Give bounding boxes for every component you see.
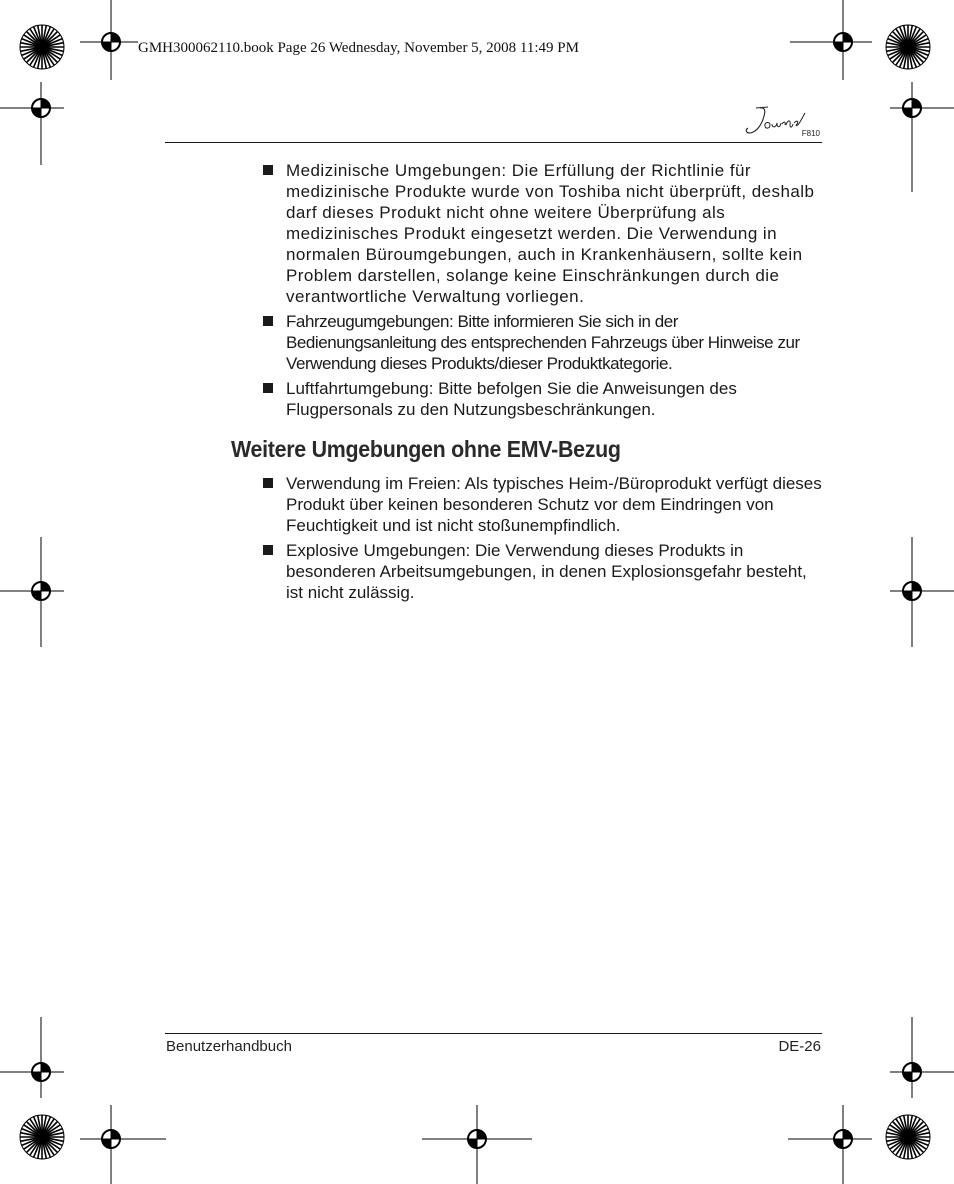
section-heading: Weitere Umgebungen ohne EMV-Bezug bbox=[231, 436, 621, 462]
list-item: Medizinische Umgebungen: Die Erfüllung der Richtlinie für medizinische Produkte wurde von Toshiba nicht überprüft, deshalb darf dieses Produkt nicht ohne weitere Überprüfung als medizinisches Produkt eingesetzt werden. Die Verwendung in normalen Büroumgebungen, auch in Krankenhäusern, sollte kein Problem darstellen, solange keine Einschränkungen durch die verantwortliche Verwaltung vorliegen. bbox=[263, 160, 823, 307]
bullet-square-icon bbox=[263, 478, 273, 488]
bullet-square-icon bbox=[263, 165, 273, 175]
model-label: F810 bbox=[801, 129, 820, 138]
environment-bullet-list bbox=[263, 160, 823, 424]
bullet-square-icon bbox=[263, 316, 273, 326]
other-environment-bullet-list bbox=[263, 473, 823, 607]
footer-rule bbox=[165, 1033, 822, 1034]
bullet-square-icon bbox=[263, 383, 273, 393]
list-item: Explosive Umgebungen: Die Verwendung dieses Produkts in besonderen Arbeitsumgebungen, in denen Explosionsgefahr besteht, ist nicht zulässig. bbox=[263, 540, 823, 603]
header-rule bbox=[165, 142, 822, 143]
list-item: Luftfahrtumgebung: Bitte befolgen Sie die Anweisungen des Flugpersonals zu den Nutzungsbeschränkungen. bbox=[263, 378, 823, 420]
list-item: Verwendung im Freien: Als typisches Heim-/Büroprodukt verfügt dieses Produkt über keinen besonderen Schutz vor dem Eindringen von Feuchtigkeit und ist nicht stoßunempfindlich. bbox=[263, 473, 823, 536]
bullet-square-icon bbox=[263, 545, 273, 555]
book-slug-line: GMH300062110.book Page 26 Wednesday, November 5, 2008 11:49 PM bbox=[138, 40, 579, 56]
footer-manual-title: Benutzerhandbuch bbox=[166, 1038, 292, 1055]
list-item: Fahrzeugumgebungen: Bitte informieren Sie sich in der Bedienungsanleitung des entsprechenden Fahrzeugs über Hinweise zur Verwendung dieses Produkts/dieser Produktkategorie. bbox=[263, 311, 823, 374]
page-number: DE-26 bbox=[778, 1038, 821, 1055]
